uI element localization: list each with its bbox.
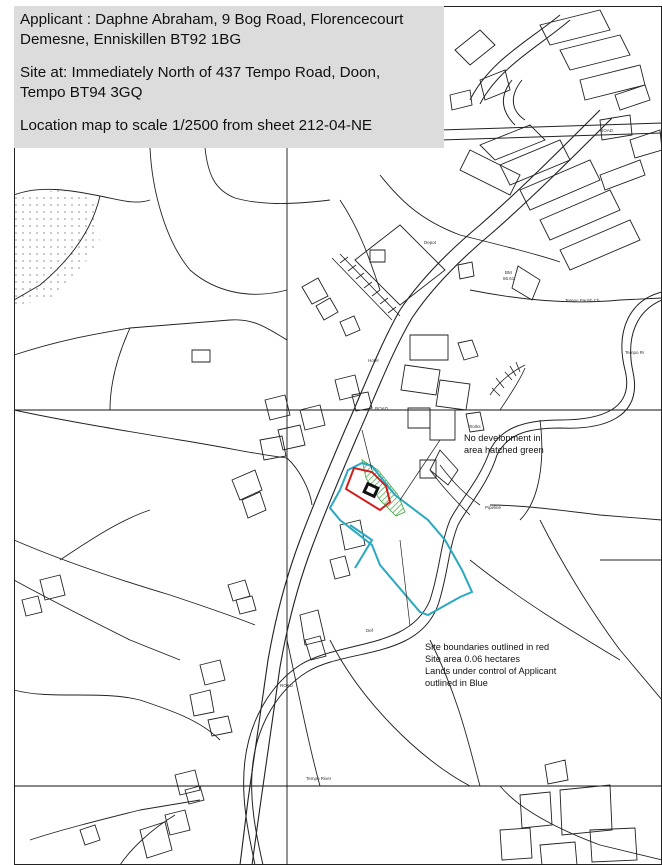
legend-note xyxy=(425,641,556,689)
depot-track xyxy=(332,254,400,320)
label-road-3: ROAD xyxy=(280,683,294,688)
label-depot: Depot xyxy=(424,240,437,245)
label-works: Works xyxy=(468,424,481,429)
label-pipeline: Pipeline xyxy=(485,505,502,510)
scale-line: Location map to scale 1/2500 from sheet 212-04-NE xyxy=(20,117,373,134)
annotation-leaders xyxy=(362,430,440,626)
label-tempo-river-top: Tempo Ri xyxy=(625,350,645,355)
no-development-line-2: area hatched green xyxy=(464,445,544,455)
legend-line-3: Lands under control of Applicant xyxy=(425,666,557,676)
field-boundaries xyxy=(14,148,662,865)
applicant-land-boundary xyxy=(330,463,472,615)
label-road-2: ROAD xyxy=(600,128,614,133)
applicant-line-1: Applicant : Daphne Abraham, 9 Bog Road, Florencecourt xyxy=(20,11,404,28)
legend-line-1: Site boundaries outlined in red xyxy=(425,642,550,652)
legend-line-4: outlined in Blue xyxy=(425,678,488,688)
label-tempo-river-bottom: Tempo River xyxy=(306,776,332,781)
woodland-area xyxy=(14,190,100,305)
label-tempo-parish: Tempo Parish Ch xyxy=(565,298,600,303)
label-bm-value: 86.61 xyxy=(503,276,515,281)
applicant-line-2: Demesne, Enniskillen BT92 1BG xyxy=(20,31,242,48)
label-bm: BM xyxy=(505,270,512,275)
no-development-line-1: No development in xyxy=(464,433,541,443)
label-hotel: Hotel xyxy=(368,358,379,363)
label-def: Def xyxy=(366,628,374,633)
tempo-road xyxy=(240,110,612,865)
no-development-note xyxy=(464,432,544,456)
label-road-1: ROAD xyxy=(375,406,389,411)
cross-road xyxy=(440,15,662,140)
legend-line-2: Site area 0.06 hectares xyxy=(425,654,520,664)
site-line-2: Tempo BT94 3GQ xyxy=(20,84,143,101)
grid-lines xyxy=(14,148,662,865)
site-line-1: Site at: Immediately North of 437 Tempo Road, Doon, xyxy=(20,64,381,81)
title-panel xyxy=(14,6,444,148)
